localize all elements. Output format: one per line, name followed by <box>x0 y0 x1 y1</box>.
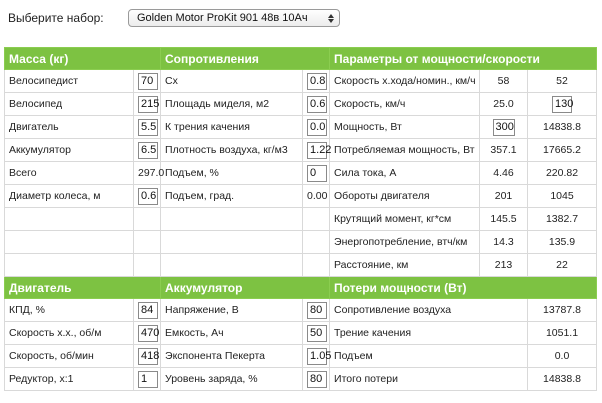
charge-level-input[interactable]: 80 <box>307 371 327 388</box>
param-value-1: 357.1 <box>480 139 528 162</box>
loss-label: Подъем <box>330 345 528 368</box>
resist-label: Подъем, град. <box>161 185 303 208</box>
mass-label: Диаметр колеса, м <box>5 185 134 208</box>
loss-label: Итого потери <box>330 368 528 391</box>
param-label: Скорость х.хода/номин., км/ч <box>330 70 480 93</box>
battery-label: Экспонента Пекерта <box>161 345 303 368</box>
param-label: Расстояние, км <box>330 254 480 277</box>
select-arrows-icon <box>327 12 335 24</box>
battery-label: Уровень заряда, % <box>161 368 303 391</box>
loss-value: 0.0 <box>528 345 597 368</box>
param-value-2: 17665.2 <box>528 139 597 162</box>
mass-label: Аккумулятор <box>5 139 134 162</box>
param-label: Потребляемая мощность, Вт <box>330 139 480 162</box>
param-value-2: 14838.8 <box>528 116 597 139</box>
rolling-coef-input[interactable]: 0.0 <box>307 119 327 136</box>
param-value-1: 25.0 <box>480 93 528 116</box>
peukert-input[interactable]: 1.05 <box>307 348 327 365</box>
resist-label: Cx <box>161 70 303 93</box>
resist-label: Площадь миделя, м2 <box>161 93 303 116</box>
param-label: Мощность, Вт <box>330 116 480 139</box>
total-mass-value: 297.0 <box>134 162 161 185</box>
param-value-1: 14.3 <box>480 231 528 254</box>
motor-label: Скорость х.х., об/м <box>5 322 134 345</box>
preset-select-value: Golden Motor ProKit 901 48в 10Ач <box>137 12 308 24</box>
loss-label: Сопротивление воздуха <box>330 299 528 322</box>
slope-degree-value: 0.00 <box>303 185 330 208</box>
mass-label: Всего <box>5 162 134 185</box>
efficiency-input[interactable]: 84 <box>138 302 158 319</box>
cx-input[interactable]: 0.8 <box>307 73 327 90</box>
loss-label: Трение качения <box>330 322 528 345</box>
resist-label: Плотность воздуха, кг/м3 <box>161 139 303 162</box>
idle-rpm-input[interactable]: 470 <box>138 325 158 342</box>
param-value-1: 58 <box>480 70 528 93</box>
param-value-1: 145.5 <box>480 208 528 231</box>
battery-mass-input[interactable]: 6.5 <box>138 142 158 159</box>
motor-mass-input[interactable]: 5.5 <box>138 119 158 136</box>
param-label: Скорость, км/ч <box>330 93 480 116</box>
preset-label: Выберите набор: <box>8 11 104 25</box>
param-value-2: 220.82 <box>528 162 597 185</box>
param-value-2: 1045 <box>528 185 597 208</box>
calculator-table <box>4 47 597 391</box>
frontal-area-input[interactable]: 0.6 <box>307 96 327 113</box>
param-value-1: 201 <box>480 185 528 208</box>
param-value-1: 4.46 <box>480 162 528 185</box>
resist-header: Сопротивления <box>161 48 330 70</box>
battery-header: Аккумулятор <box>161 277 330 299</box>
bike-mass-input[interactable]: 215 <box>138 96 158 113</box>
slope-percent-input[interactable]: 0 <box>307 165 327 182</box>
param-label: Сила тока, А <box>330 162 480 185</box>
param-value-2: 135.9 <box>528 231 597 254</box>
preset-bar <box>8 8 104 28</box>
speed-input[interactable]: 130 <box>552 96 572 113</box>
loss-value: 1051.1 <box>528 322 597 345</box>
param-value-1: 213 <box>480 254 528 277</box>
mass-label: Двигатель <box>5 116 134 139</box>
params-header: Параметры от мощности/скорости <box>330 48 597 70</box>
cyclist-mass-input[interactable]: 70 <box>138 73 158 90</box>
rpm-input[interactable]: 418 <box>138 348 158 365</box>
motor-label: Редуктор, х:1 <box>5 368 134 391</box>
capacity-input[interactable]: 50 <box>307 325 327 342</box>
mass-label: Велосипед <box>5 93 134 116</box>
resist-label: К трения качения <box>161 116 303 139</box>
param-value-2: 22 <box>528 254 597 277</box>
air-density-input[interactable]: 1.22 <box>307 142 327 159</box>
motor-label: Скорость, об/мин <box>5 345 134 368</box>
voltage-input[interactable]: 80 <box>307 302 327 319</box>
loss-value: 13787.8 <box>528 299 597 322</box>
motor-label: КПД, % <box>5 299 134 322</box>
gear-ratio-input[interactable]: 1 <box>138 371 158 388</box>
param-label: Крутящий момент, кг*см <box>330 208 480 231</box>
param-label: Обороты двигателя <box>330 185 480 208</box>
param-value-2: 52 <box>528 70 597 93</box>
param-value-2: 1382.7 <box>528 208 597 231</box>
wheel-diameter-input[interactable]: 0.6 <box>138 188 158 205</box>
power-input[interactable]: 300 <box>493 119 515 136</box>
losses-header: Потери мощности (Вт) <box>330 277 597 299</box>
mass-header: Масса (кг) <box>5 48 161 70</box>
preset-select[interactable] <box>128 9 340 27</box>
battery-label: Напряжение, В <box>161 299 303 322</box>
loss-value: 14838.8 <box>528 368 597 391</box>
battery-label: Емкость, Ач <box>161 322 303 345</box>
motor-header: Двигатель <box>5 277 161 299</box>
mass-label: Велосипедист <box>5 70 134 93</box>
resist-label: Подъем, % <box>161 162 303 185</box>
param-label: Энергопотребление, втч/км <box>330 231 480 254</box>
